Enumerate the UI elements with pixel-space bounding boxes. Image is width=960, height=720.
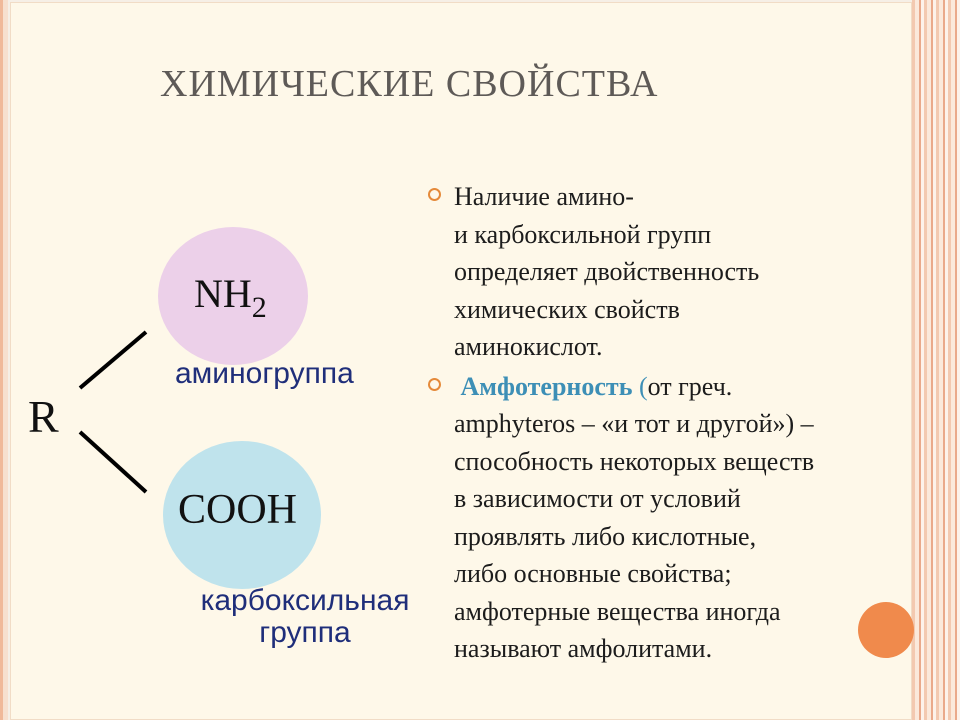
carboxyl-label-line2: группа: [259, 616, 351, 649]
carboxyl-label-line1: карбоксильная: [200, 584, 410, 617]
r-radical-label: R: [28, 391, 59, 442]
bullet-line: аминокислот.: [454, 332, 603, 361]
amino-formula: [194, 270, 267, 324]
bullet-line: называют амфолитами.: [454, 634, 713, 663]
bullet-line: в зависимости от условий: [454, 484, 741, 513]
bullet-line: либо основные свойства;: [454, 559, 732, 588]
bond-line-lower: [80, 432, 146, 492]
bullet-line: амфотерные вещества иногда: [454, 596, 781, 626]
decorative-orange-dot: [858, 602, 914, 658]
amino-formula-main: NH: [194, 271, 252, 316]
bullet-line: химических свойств: [454, 294, 680, 324]
bullet-line: amphyteros – «и тот и другой») –: [454, 409, 814, 438]
bond-line-upper: [80, 332, 146, 388]
bullet-line: и карбоксильной групп: [454, 219, 712, 249]
carboxyl-group-label: [160, 585, 450, 649]
open-paren: (: [638, 371, 648, 401]
slide-title: ХИМИЧЕСКИЕ СВОЙСТВА: [160, 63, 659, 105]
term-rest: от греч.: [647, 371, 733, 401]
bullet-line: способность некоторых веществ: [454, 446, 815, 476]
bullet-line: Наличие амино-: [454, 182, 634, 211]
bullet-line-term: [454, 368, 953, 406]
bullet-ring-icon: [428, 188, 441, 201]
bullet-line: проявлять либо кислотные,: [454, 521, 757, 551]
bullet-item-groups: [428, 178, 953, 366]
carboxyl-formula: COOH: [178, 487, 298, 533]
bullet-list: [428, 178, 953, 668]
amino-group-label: аминогруппа: [175, 357, 354, 390]
bullet-ring-icon: [428, 378, 441, 391]
bullet-line: определяет двойственность: [454, 257, 760, 286]
amino-formula-subscript: 2: [251, 291, 267, 324]
term-amphoterism: Амфотерность: [460, 371, 633, 401]
